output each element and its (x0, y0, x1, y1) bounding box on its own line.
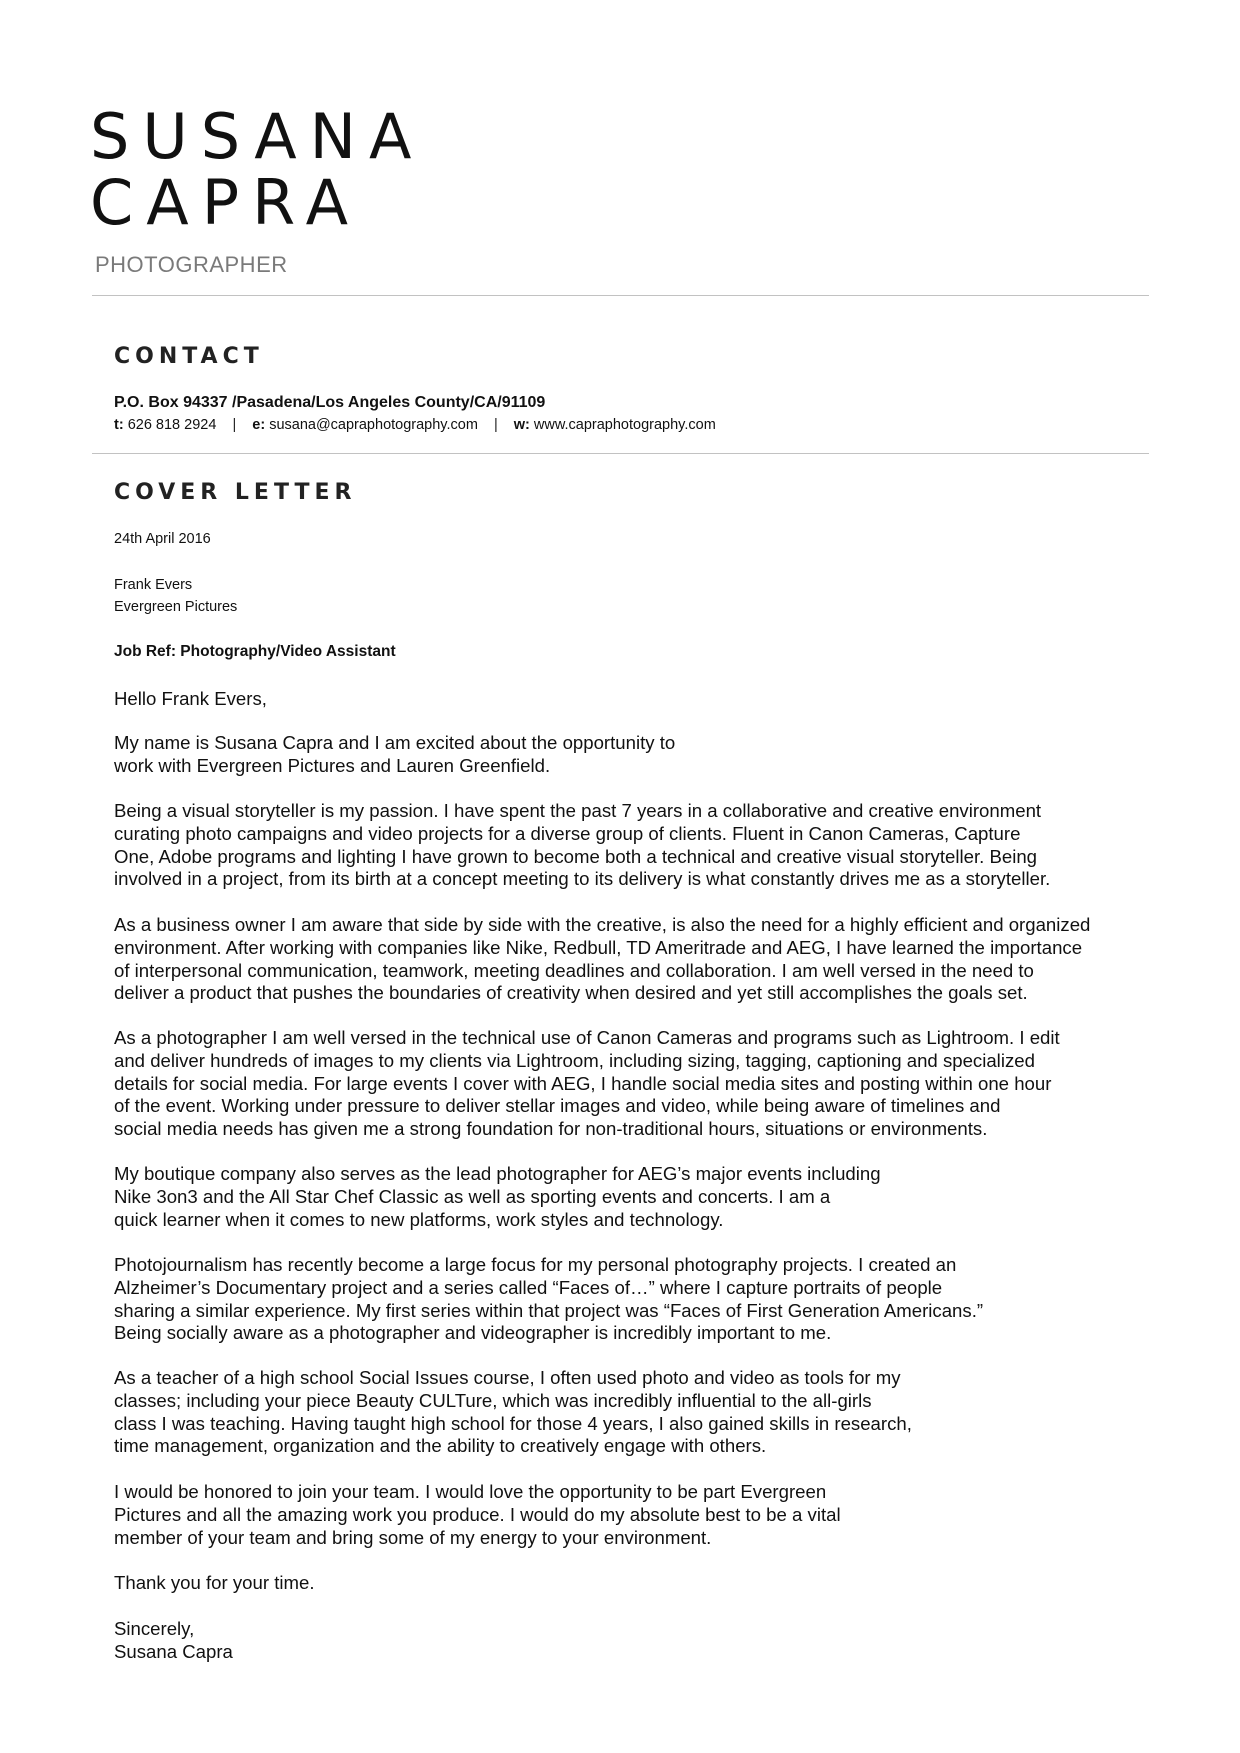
job-reference: Job Ref: Photography/Video Assistant (114, 643, 396, 660)
recipient-company: Evergreen Pictures (114, 599, 238, 615)
contact-separator: | (232, 417, 237, 433)
letter-paragraph: As a teacher of a high school Social Issues course, I often used photo and video as tools for my classes; including your piece Beauty CULTure, which was incredibly influential to the all-girls class I was teaching. Having taught high school for those 4 years, I also gained skills in research, time management, organization and the ability to creatively engage with others. (114, 1367, 912, 1457)
letter-paragraph: As a business owner I am aware that side by side with the creative, is also the need for a highly efficient and organized environment. After working with companies like Nike, Redbull, TD Ameritrade and AEG, I have learned the importance of interpersonal communication, teamwork, meeting deadlines and collaboration. I am well versed in the need to deliver a product that pushes the boundaries of creativity when desired and yet still accomplishes the goals set. (114, 914, 1091, 1004)
letter-paragraph: My boutique company also serves as the lead photographer for AEG’s major events including Nike 3on3 and the All Star Chef Classic as well as sporting events and concerts. I am a quick learner when it comes to new platforms, work styles and technology. (114, 1163, 881, 1230)
letter-paragraph: My name is Susana Capra and I am excited about the opportunity to work with Evergreen Pictures and Lauren Greenfield. (114, 732, 676, 776)
postal-address: P.O. Box 94337 /Pasadena/Los Angeles County/CA/91109 (114, 394, 546, 411)
letter-date: 24th April 2016 (114, 531, 211, 547)
closing: Sincerely, (114, 1618, 195, 1639)
signature-name: Susana Capra (114, 1641, 233, 1662)
website-url: www.capraphotography.com (533, 417, 716, 433)
phone-label: t: (114, 417, 124, 433)
contact-separator: | (493, 417, 498, 433)
letter-paragraph: I would be honored to join your team. I would love the opportunity to be part Evergreen Pictures and all the amazing work you produce. I would do my absolute best to be a vital member of your team and bring some of my energy to your environment. (114, 1481, 841, 1548)
letter-paragraph: Being a visual storyteller is my passion. I have spent the past 7 years in a collaborative and creative environment curating photo campaigns and video projects for a diverse group of clients. Fluent in Canon Cameras, Capture One, Adobe programs and lighting I have grown to become both a technical and creative visual storyteller. Being involved in a project, from its birth at a concept meeting to its delivery is what constantly drives me as a storyteller. (114, 800, 1051, 890)
website-label: w: (513, 417, 530, 433)
contact-details (114, 417, 716, 433)
first-name: SUSANA (90, 100, 425, 173)
contact-divider (92, 453, 1149, 454)
greeting: Hello Frank Evers, (114, 688, 267, 709)
email-label: e: (252, 417, 266, 433)
letter-paragraph: Photojournalism has recently become a large focus for my personal photography projects. I created an Alzheimer’s Documentary project and a series called “Faces of…” where I capture portraits of people sharing a similar experience. My first series within that project was “Faces of First Generation Americans.” Being socially aware as a photographer and videographer is incredibly important to me. (114, 1254, 984, 1344)
recipient-name: Frank Evers (114, 577, 193, 593)
thanks-line: Thank you for your time. (114, 1572, 315, 1593)
email-address: susana@capraphotography.com (269, 417, 478, 433)
cover-letter-heading: COVER LETTER (114, 480, 357, 505)
header-divider (92, 295, 1149, 296)
contact-heading: CONTACT (114, 344, 264, 369)
last-name: CAPRA (90, 166, 362, 239)
job-title: PHOTOGRAPHER (95, 252, 288, 277)
phone-number: 626 818 2924 (127, 417, 217, 433)
letter-paragraph: As a photographer I am well versed in the technical use of Canon Cameras and programs such as Lightroom. I edit and deliver hundreds of images to my clients via Lightroom, including sizing, tagging, captioning and specialized details for social media. For large events I cover with AEG, I handle social media sites and posting within one hour of the event. Working under pressure to deliver stellar images and video, while being aware of timelines and social media needs has given me a strong foundation for non-traditional hours, situations or environments. (114, 1027, 1060, 1140)
